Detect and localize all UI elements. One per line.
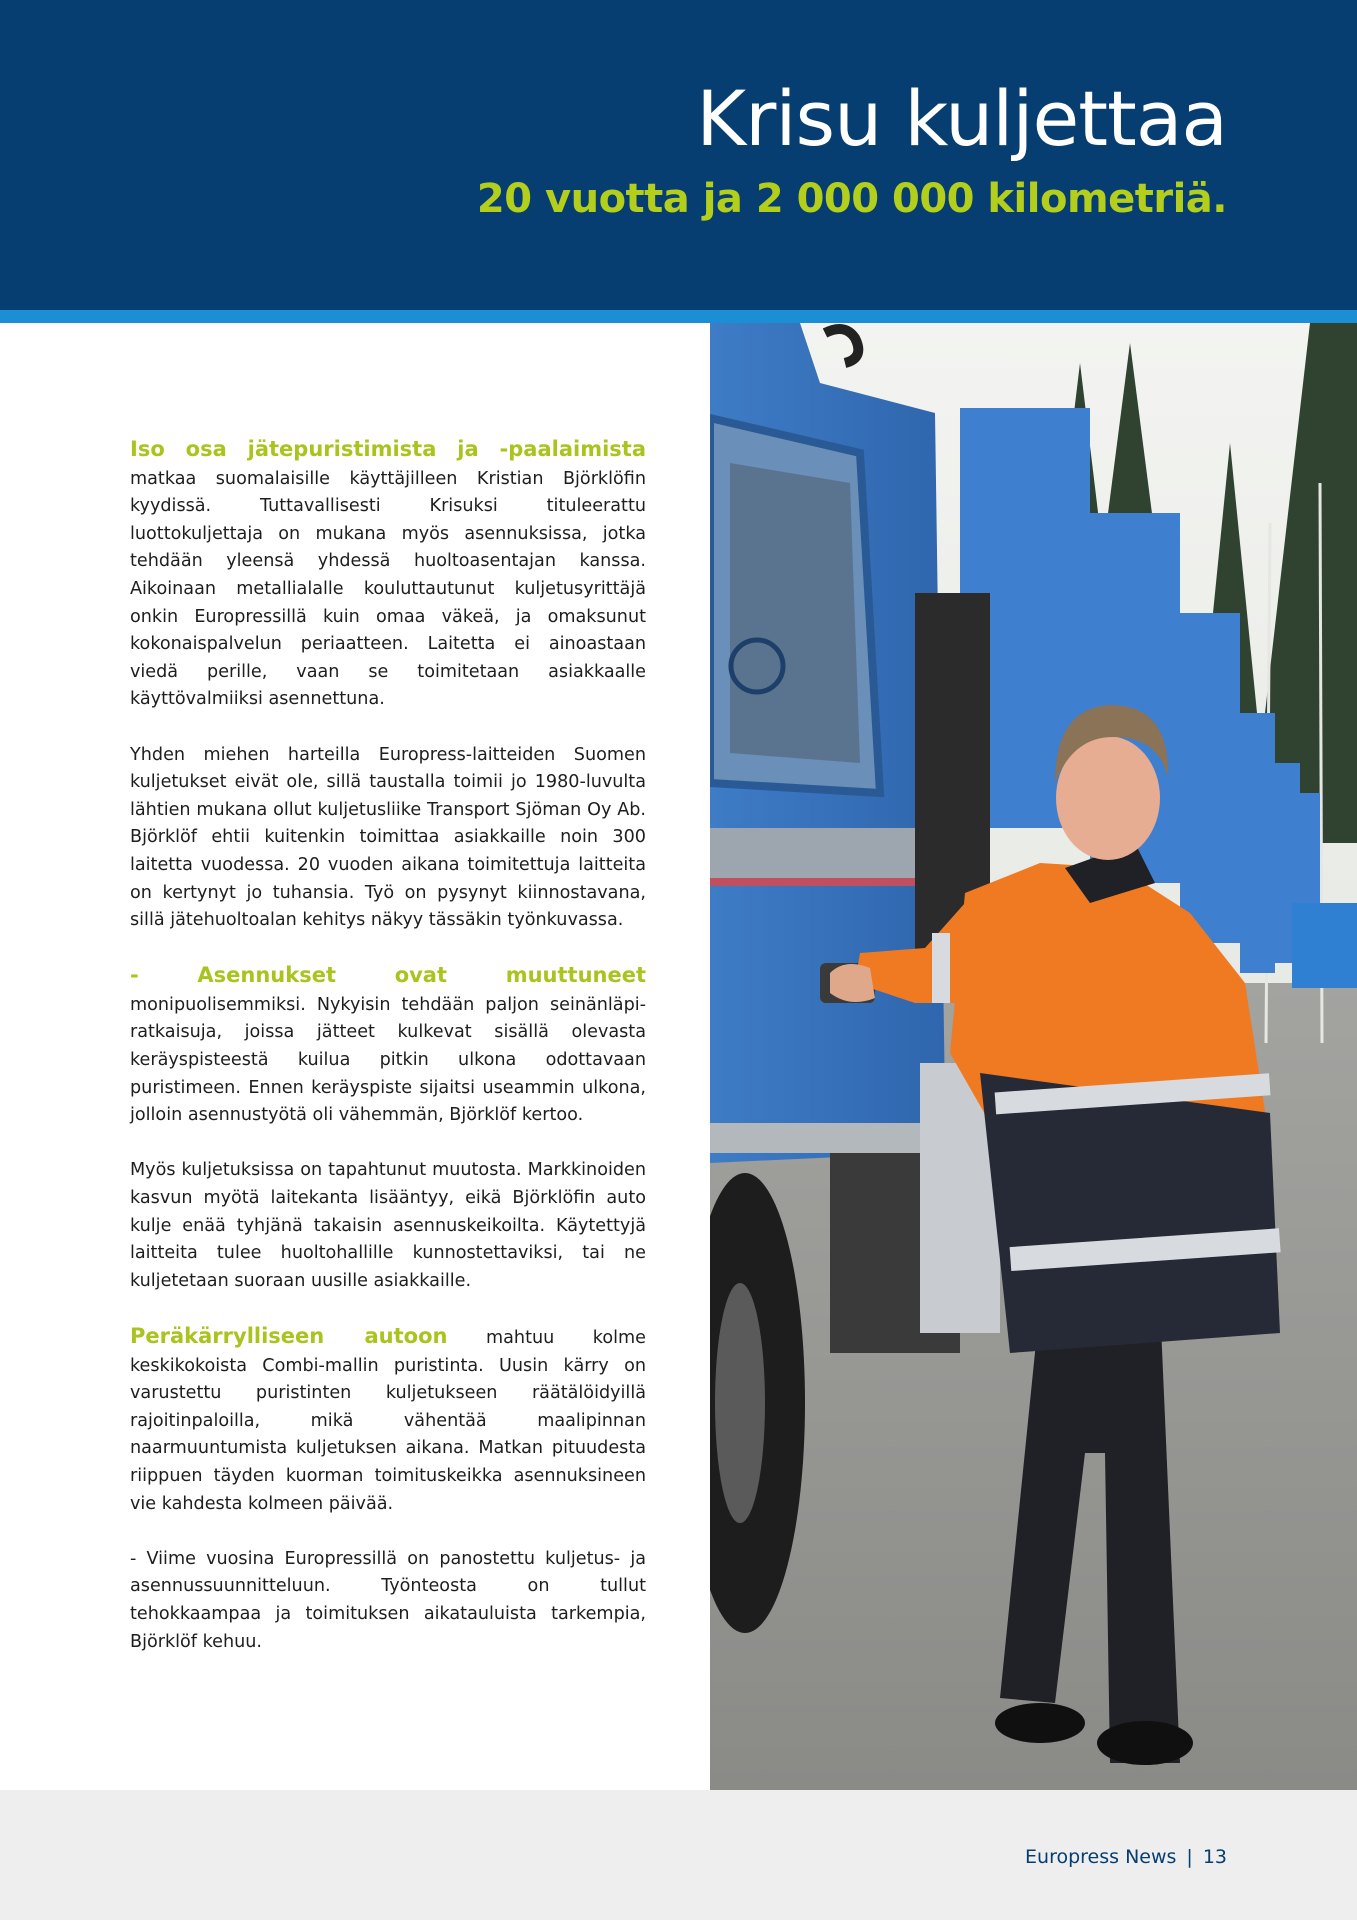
- article-paragraph: [130, 742, 646, 935]
- paragraph-text: Yhden miehen harteilla Europress-laitteiden Suomen kuljetukset eivät ole, sillä taustalla toimii jo 1980-luvulta lähtien mukana ollut kuljetusliike Transport Sjöman Oy Ab. Björklöf ehtii kuitenkin toimittaa asiakkaille noin 300 laitetta vuodessa. 20 vuoden aikana toimitettuja laitteita on kertynyt jo tuhansia. Työ on pysynyt kiinnostavana, sillä jätehuoltoalan kehitys näkyy tässäkin työnkuvassa.: [130, 744, 646, 931]
- paragraph-lead: - Asennukset ovat muuttuneet: [130, 963, 646, 988]
- paragraph-text: - Viime vuosina Europressillä on panostettu kuljetus- ja asennussuunnitteluun. Työnteosta on tullut tehokkaampaa ja toimituksen aikatauluista tarkempia, Björklöf kehuu.: [130, 1548, 646, 1652]
- paragraph-lead: Peräkärrylliseen autoon: [130, 1324, 448, 1348]
- paragraph-lead: Iso osa jätepuristimista ja -paalaimista: [130, 437, 646, 461]
- header-accent-stripe: [0, 310, 1357, 323]
- paragraph-text: matkaa suomalaisille käyttäjilleen Kristian Björklöfin kyydissä. Tuttavallisesti Krisuksi tituleerattu luottokuljettaja on mukana myös asennuksissa, jotka tehdään yleensä yhdessä huoltoasentajan kanssa. Aikoinaan metallialalle kouluttautunut kuljetusyrittäjä onkin Europressillä kuin omaa väkeä, ja omaksunut kokonaispalvelun periaatteen. Laitetta ei ainoastaan viedä perille, vaan se toimitetaan asiakkaalle käyttövalmiiksi asennettuna.: [130, 468, 646, 710]
- paragraph-text: Myös kuljetuksissa on tapahtunut muutosta. Markkinoiden kasvun myötä laitekanta lisääntyy, eikä Björklöfin auto kulje enää tyhjänä takaisin asennuskeikoilta. Käytettyjä laitteita tulee huoltohallille kunnostettaviksi, tai ne kuljetetaan suoraan uusille asiakkaille.: [130, 1160, 646, 1291]
- footer-separator: |: [1186, 1846, 1193, 1868]
- header-band: [0, 0, 1357, 310]
- publication-name: Europress News: [1025, 1846, 1177, 1868]
- page-subtitle: 20 vuotta ja 2 000 000 kilometriä.: [476, 176, 1227, 222]
- article-paragraph: [130, 1323, 646, 1518]
- article-paragraph: [130, 1157, 646, 1295]
- page-footer: [1025, 1846, 1227, 1868]
- paragraph-text: mahtuu kolme keskikokoista Combi-mallin puristinta. Uusin kärry on varustettu puristinten kuljetukseen räätälöidyillä rajoitinpaloilla, mikä vähentää maalipinnan naarmuuntumista kuljetuksen aikana. Matkan pituudesta riippuen täyden kuorman toimituskeikka asennuksineen vie kahdesta kolmeen päivää.: [130, 1328, 646, 1514]
- page-number: 13: [1202, 1846, 1227, 1868]
- driver-truck-photo: [710, 323, 1357, 1790]
- article-paragraph: [130, 962, 646, 1130]
- article-body: [130, 436, 646, 1684]
- article-paragraph: [130, 436, 646, 714]
- page-title: Krisu kuljettaa: [696, 74, 1227, 163]
- paragraph-text: monipuolisemmiksi. Nykyisin tehdään paljon seinänläpi-ratkaisuja, joissa jätteet kulkevat sisällä olevasta keräyspisteestä kuilua pitkin ulkona odottavaan puristimeen. Ennen keräyspiste sijaitsi useammin ulkona, jolloin asennustyötä oli vähemmän, Björklöf kertoo.: [130, 994, 646, 1126]
- article-paragraph: [130, 1546, 646, 1656]
